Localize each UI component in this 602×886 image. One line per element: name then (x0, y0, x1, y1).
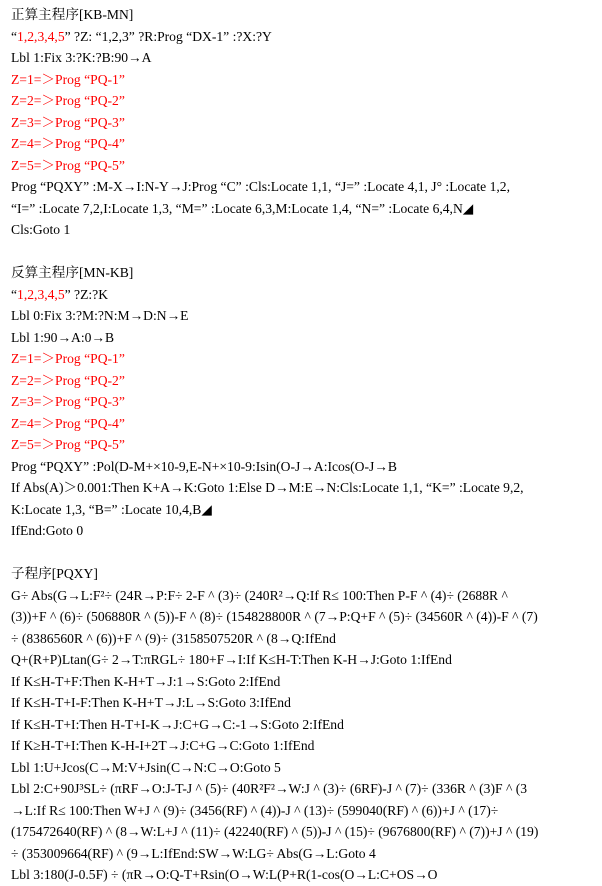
section-heading (11, 262, 597, 284)
code-line (11, 90, 597, 112)
code-line (11, 327, 597, 349)
highlighted-text: Z=3=＞Prog “PQ-3” (11, 394, 125, 409)
line-text: 子程序[PQXY] (11, 566, 98, 581)
highlighted-text: Z=5=＞Prog “PQ-5” (11, 157, 125, 173)
line-text: “I=” :Locate 7,2,I:Locate 1,3, “M=” :Locate 6,3,M:Locate 1,4, “N=” :Locate 6,4,N◢ (11, 200, 474, 216)
highlighted-text: Z=3=＞Prog “PQ-3” (11, 114, 125, 130)
code-line (11, 133, 597, 155)
line-text: Q+(R+P)Ltan(G÷ 2→T:πRGL÷ 180+F→I:If K≤H-T:Then K-H→J:Goto 1:IfEnd (11, 652, 452, 667)
code-line (11, 155, 597, 177)
line-text: ÷ (353009664(RF) ^ (9→L:IfEnd:SW→W:LG÷ Abs(G→L:Goto 4 (11, 845, 376, 861)
highlighted-text: Z=4=＞Prog “PQ-4” (11, 136, 125, 151)
section-forward (11, 4, 597, 241)
highlighted-text: 1,2,3,4,5 (17, 28, 65, 44)
highlighted-text: Z=1=＞Prog “PQ-1” (11, 71, 125, 87)
line-text: K:Locate 1,3, “B=” :Locate 10,4,B◢ (11, 501, 212, 517)
blank-line (11, 241, 597, 263)
highlighted-text: Z=4=＞Prog “PQ-4” (11, 415, 125, 431)
line-text: If Abs(A)＞0.001:Then K+A→K:Goto 1:Else D→M:E→N:Cls:Locate 1,1, “K=” :Locate 9,2, (11, 480, 524, 495)
highlighted-text: Z=2=＞Prog “PQ-2” (11, 93, 125, 108)
code-line (11, 413, 597, 435)
line-text: Lbl 0:Fix 3:?M:?N:M→D:N→E (11, 308, 189, 323)
line-text: 反算主程序[MN-KB] (11, 265, 134, 280)
section-heading (11, 563, 597, 585)
highlighted-text: Z=2=＞Prog “PQ-2” (11, 372, 125, 388)
line-text: ” ?Z: “1,2,3” ?R:Prog “DX-1” :?X:?Y (64, 28, 272, 44)
line-text: (3))+F ^ (6)÷ (506880R ^ (5))-F ^ (8)÷ (154828800R ^ (7→P:Q+F ^ (5)÷ (34560R ^ (4))-F ^ (7) (11, 609, 538, 624)
line-text: If K≤H-T+F:Then K-H+T→J:1→S:Goto 2:IfEnd (11, 673, 281, 689)
code-line (11, 692, 597, 714)
line-text: Lbl 3:180(J-0.5F) ÷ (πR→O:Q-T+Rsin(O→W:L(P+R(1-cos(O→L:C+OS→O (11, 867, 438, 882)
code-line (11, 198, 597, 220)
code-line (11, 47, 597, 69)
section-heading (11, 4, 597, 26)
line-text: If K≤H-T+I-F:Then K-H+T→J:L→S:Goto 3:IfEnd (11, 695, 291, 710)
highlighted-text: 1,2,3,4,5 (17, 286, 65, 302)
code-line (11, 112, 597, 134)
code-line (11, 821, 597, 843)
highlighted-text: Z=5=＞Prog “PQ-5” (11, 437, 125, 452)
code-line (11, 69, 597, 91)
line-text: Lbl 1:U+Jcos(C→M:V+Jsin(C→N:C→O:Goto 5 (11, 759, 281, 775)
code-line (11, 649, 597, 671)
line-text: Lbl 1:Fix 3:?K:?B:90→A (11, 50, 152, 65)
code-line (11, 176, 597, 198)
code-line (11, 305, 597, 327)
line-text: Prog “PQXY” :Pol(D-M+×10-9,E-N+×10-9:Isin(O-J→A:Icos(O-J→B (11, 458, 397, 474)
code-line (11, 757, 597, 779)
line-text: ” ?Z:?K (64, 286, 109, 302)
section-inverse (11, 262, 597, 542)
line-text: ÷ (8386560R ^ (6))+F ^ (9)÷ (3158507520R ^ (8→Q:IfEnd (11, 630, 336, 646)
code-line (11, 585, 597, 607)
code-line (11, 434, 597, 456)
line-text: Lbl 1:90→A:0→B (11, 329, 115, 345)
code-line (11, 671, 597, 693)
line-text: Lbl 2:C+90J³SL÷ (πRF→O:J-T-J ^ (5)÷ (40R²F²→W:J ^ (3)÷ (6RF)-J ^ (7)÷ (336R ^ (3)F ^ (3 (11, 781, 528, 796)
code-line (11, 26, 597, 48)
code-line (11, 628, 597, 650)
line-text: G÷ Abs(G→L:F²÷ (24R→P:F÷ 2-F ^ (3)÷ (240R²→Q:If R≤ 100:Then P-F ^ (4)÷ (2688R ^ (11, 587, 508, 603)
code-line (11, 714, 597, 736)
code-line (11, 843, 597, 865)
code-line (11, 800, 597, 822)
highlighted-text: Z=1=＞Prog “PQ-1” (11, 351, 125, 366)
code-line (11, 606, 597, 628)
line-text: If K≥H-T+I:Then K-H-I+2T→J:C+G→C:Goto 1:IfEnd (11, 738, 315, 753)
document-body (11, 4, 597, 886)
line-text: “ (11, 28, 18, 44)
code-line (11, 778, 597, 800)
line-text: Cls:Goto 1 (11, 222, 71, 237)
code-line (11, 348, 597, 370)
code-line (11, 520, 597, 542)
code-line (11, 391, 597, 413)
code-line (11, 499, 597, 521)
line-text: →L:If R≤ 100:Then W+J ^ (9)÷ (3456(RF) ^ (4))-J ^ (13)÷ (599040(RF) ^ (6))+J ^ (17)÷ (11, 802, 499, 818)
code-line (11, 370, 597, 392)
code-line (11, 477, 597, 499)
code-line (11, 219, 597, 241)
line-text: If K≤H-T+I:Then H-T+I-K→J:C+G→C:-1→S:Goto 2:IfEnd (11, 716, 344, 732)
line-text: IfEnd:Goto 0 (11, 523, 84, 538)
code-line (11, 284, 597, 306)
code-line (11, 456, 597, 478)
code-line (11, 735, 597, 757)
line-text: 正算主程序[KB-MN] (11, 7, 134, 22)
line-text: (175472640(RF) ^ (8→W:L+J ^ (11)÷ (42240(RF) ^ (5))-J ^ (15)÷ (9676800(RF) ^ (7))+J ^ (19) (11, 824, 539, 839)
code-line (11, 864, 597, 886)
line-text: Prog “PQXY” :M-X→I:N-Y→J:Prog “C” :Cls:Locate 1,1, “J=” :Locate 4,1, J° :Locate 1,2, (11, 179, 510, 194)
blank-line (11, 542, 597, 564)
line-text: “ (11, 286, 18, 302)
section-subroutine (11, 563, 597, 886)
